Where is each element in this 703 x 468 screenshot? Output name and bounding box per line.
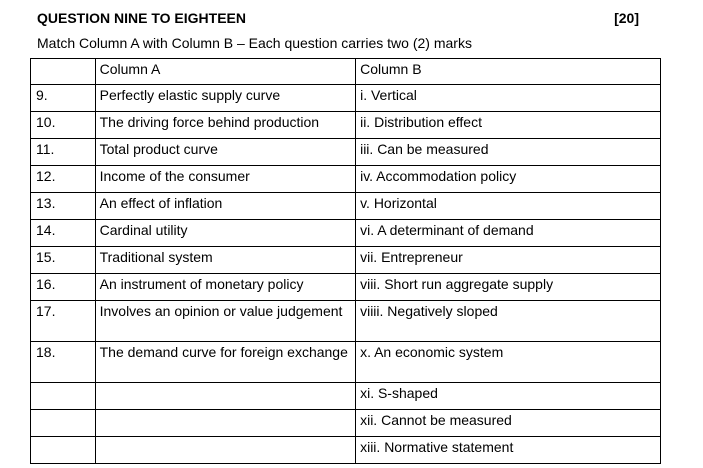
question-number: 15.	[31, 247, 96, 274]
table-row	[31, 247, 661, 274]
column-a-item: Income of the consumer	[95, 166, 355, 193]
matching-table	[30, 58, 661, 464]
column-a-item: The driving force behind production	[95, 112, 355, 139]
question-number: 13.	[31, 193, 96, 220]
table-row	[31, 342, 661, 383]
table-row	[31, 274, 661, 301]
column-a-item	[95, 410, 355, 437]
question-number: 18.	[31, 342, 96, 383]
table-row	[31, 220, 661, 247]
column-b-item: xiii. Normative statement	[356, 437, 661, 464]
table-row	[31, 112, 661, 139]
question-number: 16.	[31, 274, 96, 301]
column-a-item	[95, 383, 355, 410]
column-a-item: Total product curve	[95, 139, 355, 166]
column-b-item: v. Horizontal	[356, 193, 661, 220]
column-a-item: An effect of inflation	[95, 193, 355, 220]
table-row	[31, 193, 661, 220]
column-a-item: Involves an opinion or value judgement	[95, 301, 355, 342]
question-number: 11.	[31, 139, 96, 166]
column-b-item: vi. A determinant of demand	[356, 220, 661, 247]
question-number	[31, 437, 96, 464]
column-a-item: Perfectly elastic supply curve	[95, 85, 355, 112]
column-a-item: The demand curve for foreign exchange	[95, 342, 355, 383]
column-b-item: xi. S-shaped	[356, 383, 661, 410]
column-a-item	[95, 437, 355, 464]
column-b-item: iv. Accommodation policy	[356, 166, 661, 193]
column-a-item: Cardinal utility	[95, 220, 355, 247]
table-row	[31, 410, 661, 437]
question-number	[31, 410, 96, 437]
column-b-item: viiii. Negatively sloped	[356, 301, 661, 342]
question-number	[31, 383, 96, 410]
table-row	[31, 301, 661, 342]
column-a-item: An instrument of monetary policy	[95, 274, 355, 301]
instructions-text: Match Column A with Column B – Each question carries two (2) marks	[37, 35, 472, 51]
question-number: 14.	[31, 220, 96, 247]
table-row	[31, 437, 661, 464]
column-b-item: x. An economic system	[356, 342, 661, 383]
column-a-item: Traditional system	[95, 247, 355, 274]
question-number: 9.	[31, 85, 96, 112]
table-row	[31, 139, 661, 166]
column-b-item: iii. Can be measured	[356, 139, 661, 166]
column-b-item: viii. Short run aggregate supply	[356, 274, 661, 301]
table-row	[31, 166, 661, 193]
table-row	[31, 85, 661, 112]
column-b-item: i. Vertical	[356, 85, 661, 112]
total-marks: [20]	[614, 10, 639, 26]
header-column-b: Column B	[356, 59, 661, 85]
question-heading	[37, 9, 639, 27]
question-number: 10.	[31, 112, 96, 139]
table-row	[31, 383, 661, 410]
column-b-item: xii. Cannot be measured	[356, 410, 661, 437]
question-title: QUESTION NINE TO EIGHTEEN	[37, 10, 246, 26]
question-number: 17.	[31, 301, 96, 342]
column-b-item: ii. Distribution effect	[356, 112, 661, 139]
table-header-row	[31, 59, 661, 85]
header-column-a: Column A	[95, 59, 355, 85]
question-number: 12.	[31, 166, 96, 193]
column-b-item: vii. Entrepreneur	[356, 247, 661, 274]
header-number	[31, 59, 96, 85]
